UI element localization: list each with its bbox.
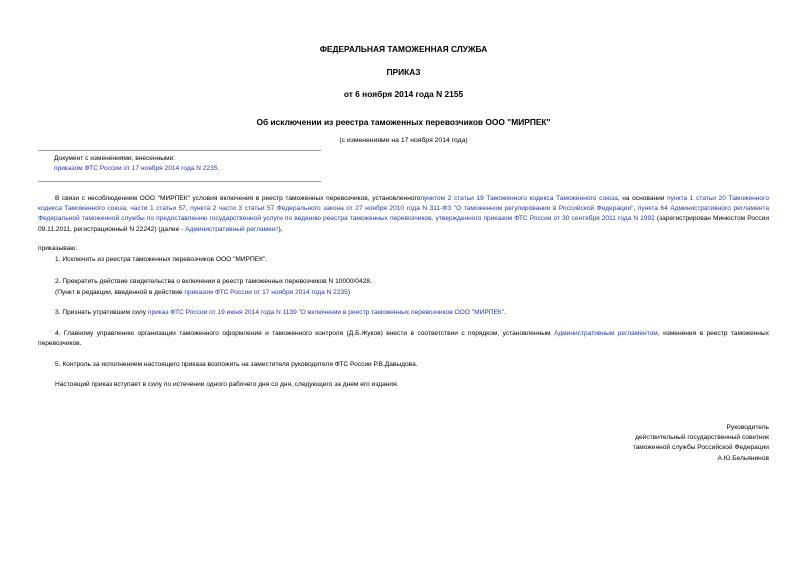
changes-line: приказом ФТС России от 17 ноября 2014 года N 2235. — [54, 165, 220, 172]
link-admin-reglament[interactable]: Административный регламент — [185, 225, 279, 233]
item-4-link[interactable]: Административным регламентом — [553, 330, 658, 337]
order-word: приказываю: — [38, 245, 78, 252]
item-2: 2. Прекратить действие свидетельства о включении в реестр таможенных перевозчиков N 10000/0428. — [55, 278, 372, 285]
revision-note: (с изменениями на 17 ноября 2014 года) — [339, 137, 468, 144]
changes-bottom-divider — [38, 181, 321, 182]
document-title: Об исключении из реестра таможенных перевозчиков ООО "МИРПЕК" — [256, 117, 551, 127]
agency-heading: ФЕДЕРАЛЬНАЯ ТАМОЖЕННАЯ СЛУЖБА — [319, 44, 488, 54]
preamble-paragraph: В связи с несоблюдением ООО "МИРПЕК" условия включения в реестр таможенных перевозчиков, установленногопунктом 2 статьи 19 Таможенного кодекса Таможенного союза, на основании пункта 1 статьи 20 Таможенного кодекса Таможенного союза, части 1 статьи 57, пункта 2 части 3 статьи 57 Федерального закона от 27 ноября 2010 года N 311-ФЗ "О таможенном регулировании в Российской Федерации", пункта 64 Административного регламента Федеральной таможенной службы по предоставлению государственной услуги по ведению реестра таможенных перевозчиков, утвержденного приказом ФТС России от 30 сентября 2011 года N 1992 (зарегистрирован Минюстом России 09.11.2011, регистрационный N 22242) (далее - Административный регламент), — [38, 195, 770, 233]
item-2-note: (Пункт в редакции, введенной в действие приказом ФТС России от 17 ноября 2014 года N 2235) — [55, 289, 351, 296]
link-law-311[interactable]: пункта 2 части 3 статьи 57 Федерального закона от 27 ноября 2010 года N 311-ФЗ "О таможенном регулировании в Российской Федерации" — [190, 205, 634, 213]
signature-position: Руководитель — [726, 424, 769, 431]
date-number-heading: от 6 ноября 2014 года N 2155 — [343, 89, 464, 99]
link-tk-19[interactable]: пунктом 2 статьи 19 Таможенного кодекса Таможенного союза — [420, 195, 618, 202]
changes-link[interactable]: приказом ФТС России от 17 ноября 2014 года N 2235 — [54, 165, 218, 172]
changes-label: Документ с изменениями, внесенными: — [54, 155, 176, 162]
item-3-link[interactable]: приказ ФТС России от 19 июня 2014 года N 1139 "О включении в реестр таможенных перевозчиков ООО "МИРПЕК" — [147, 309, 505, 316]
item-4: 4. Главному управлению организации таможенного оформления и таможенного контроля (Д.Б.Жуков) внести в соответствии с порядком, установленным Административным регламентом, изменения в реестр таможенных перевозчиков. — [38, 330, 769, 348]
link-reglament-64[interactable]: пункта 64 Административного регламента Федеральной таможенной службы по предоставлению государственной услуги по ведению реестра таможенных перевозчиков, утвержденного приказом ФТС России от 30 сентября 2011 года N 1992 — [38, 205, 770, 223]
link-part-1-art-57[interactable]: части 1 статьи 57 — [130, 205, 186, 213]
signature-service: таможенной службы Российской Федерации — [632, 444, 769, 452]
signature-name: А.Ю.Бельянинов — [717, 454, 769, 462]
changes-top-divider — [38, 150, 321, 151]
item-2-note-link[interactable]: приказом ФТС России от 17 ноября 2014 года N 2235 — [184, 289, 348, 296]
effective-clause: Настоящий приказ вступает в силу по истечении одного рабочего дня со дня, следующего за днем его издания. — [55, 381, 399, 388]
doc-type-heading: ПРИКАЗ — [386, 67, 421, 77]
link-tk-20[interactable]: пункта 1 статьи 20 Таможенного кодекса Таможенного союза — [38, 195, 770, 213]
item-3: 3. Признать утратившим силу приказ ФТС России от 19 июня 2014 года N 1139 "О включении в реестр таможенных перевозчиков ООО "МИРПЕК". — [55, 309, 506, 316]
signature-block — [633, 423, 769, 464]
signature-rank: действительный государственный советник — [635, 434, 769, 442]
item-5: 5. Контроль за исполнением настоящего приказа возложить на заместителя руководителя ФТС России Р.В.Давыдова. — [55, 361, 418, 368]
item-1: 1. Исключить из реестра таможенных перевозчиков ООО "МИРПЕК". — [55, 256, 268, 263]
